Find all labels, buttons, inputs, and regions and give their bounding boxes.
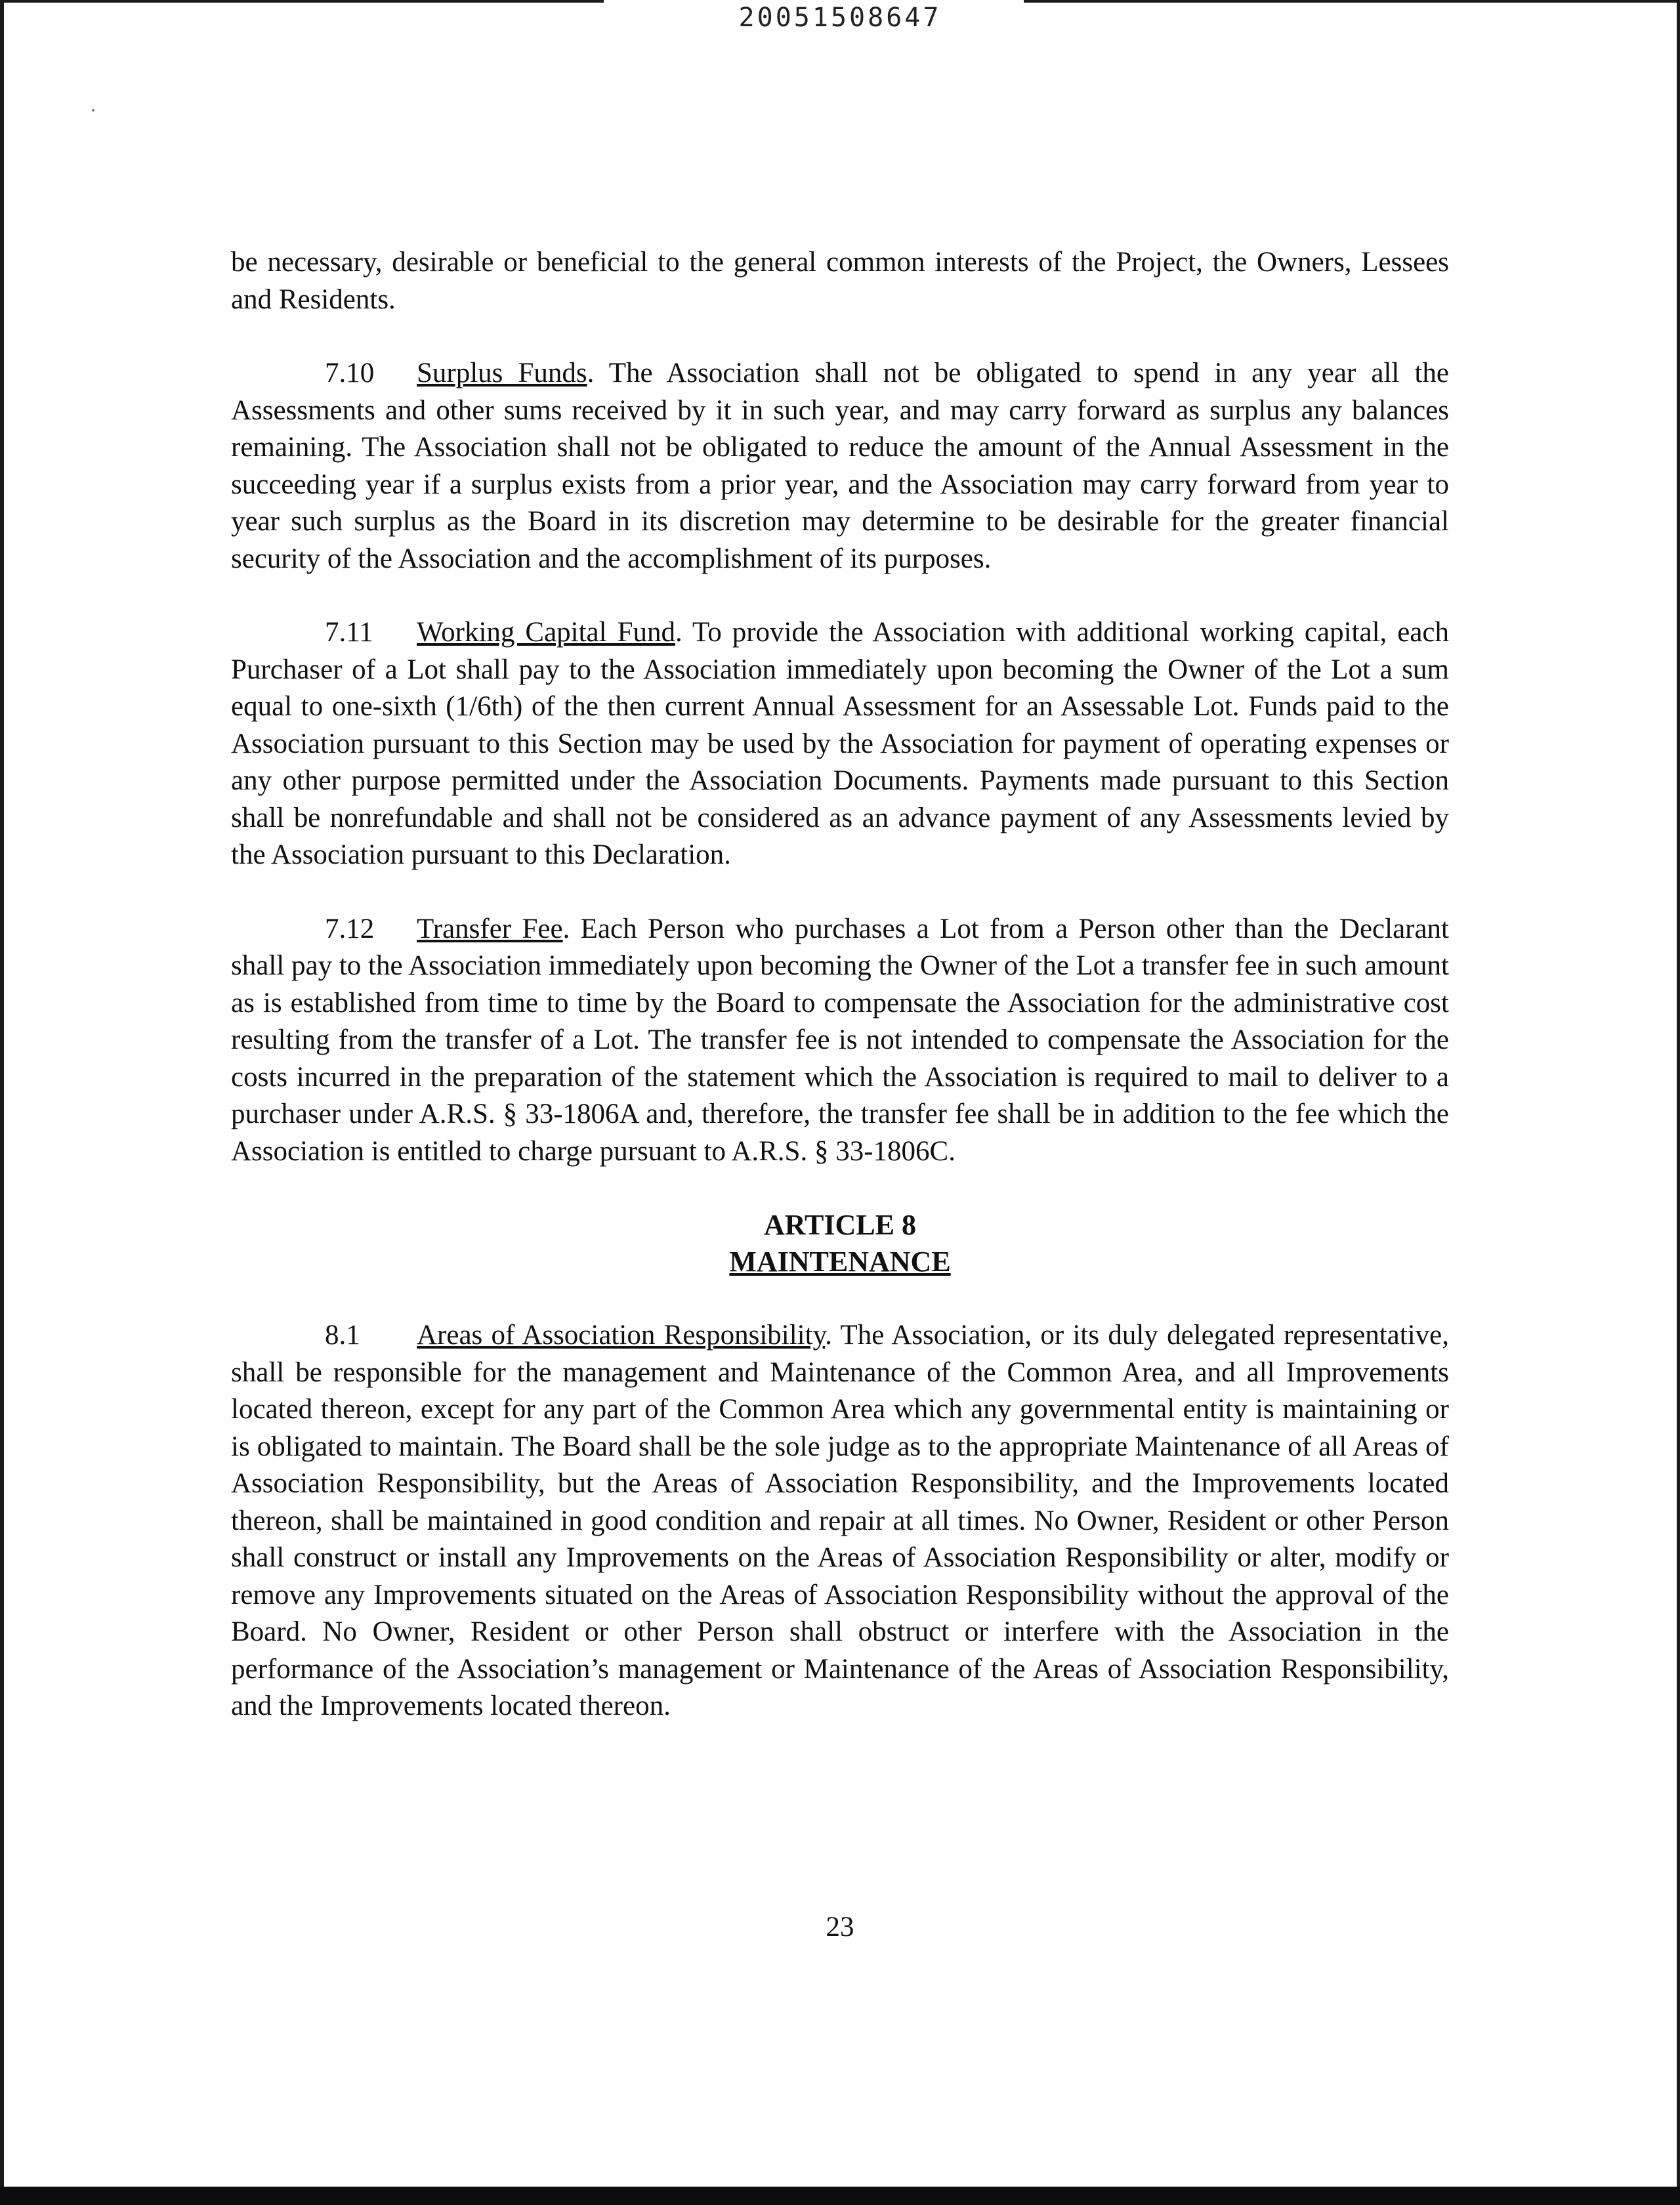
section-number: 7.12 (325, 913, 375, 944)
section-text: . To provide the Association with additional working capital, each Purchaser of a Lot shall pay to the Association immediately upon becoming the Owner of the Lot a sum equal to one-sixth (1/6th) of the then current Annual Assessment for an Assessable Lot. Funds paid to the Association pursuant to this Section may be used by the Association for payment of operating expenses or any other purpose permitted under the Association Documents. Payments made pursuant to this Section shall be nonrefundable and shall not be considered as an advance payment of any Assessments levied by the Association pursuant to this Declaration. (231, 617, 1450, 870)
section-text: . Each Person who purchases a Lot from a Person other than the Declarant shall pay to the Association immediately upon becoming the Owner of the Lot a transfer fee in such amount as is established from time to time by the Board to compensate the Association for the administrative cost resulting from the transfer of a Lot. The transfer fee is not intended to compensate the Association for the costs incurred in the preparation of the statement which the Association is required to mail to deliver to a purchaser under A.R.S. § 33-1806A and, therefore, the transfer fee shall be in addition to the fee which the Association is entitled to charge pursuant to A.R.S. § 33-1806C. (231, 913, 1450, 1167)
section-7-12 (231, 911, 1449, 1171)
section-title: Areas of Association Responsibility (417, 1320, 826, 1351)
section-7-11 (231, 614, 1449, 874)
section-7-10 (231, 355, 1449, 578)
section-8-1 (231, 1317, 1449, 1725)
section-number: 7.11 (325, 617, 373, 648)
section-text: . The Association shall not be obligated to spend in any year all the Assessments and other sums received by it in such year, and may carry forward as surplus any balances remaining. The Association shall not be obligated to reduce the amount of the Annual Assessment in the succeeding year if a surplus exists from a prior year, and the Association may carry forward from year to year such surplus as the Board in its discretion may determine to be desirable for the greater financial security of the Association and the accomplishment of its purposes. (231, 358, 1449, 574)
section-title: Working Capital Fund (417, 617, 675, 648)
scan-edge-right (1677, 0, 1680, 2205)
scan-edge-left (0, 0, 4, 2205)
article-title: MAINTENANCE (729, 1246, 951, 1278)
section-text: . The Association, or its duly delegated representative, shall be responsible for the management and Maintenance of the Common Area, and all Improvements located thereon, except for any part of the Common Area which any governmental entity is maintaining or is obligated to maintain. The Board shall be the sole judge as to the appropriate Maintenance of all Areas of Association Responsibility, but the Areas of Association Responsibility, and the Improvements located thereon, shall be maintained in good condition and repair at all times. No Owner, Resident or other Person shall construct or install any Improvements on the Areas of Association Responsibility or alter, modify or remove any Improvements situated on the Areas of Association Responsibility without the approval of the Board. No Owner, Resident or other Person shall obstruct or interfere with the Association in the performance of the Association’s management or Maintenance of the Areas of Association Responsibility, and the Improvements located thereon. (231, 1320, 1449, 1721)
document-body (231, 244, 1449, 1725)
page-number: 23 (826, 1912, 854, 1942)
section-number: 7.10 (325, 358, 375, 388)
scan-speck (92, 109, 94, 112)
section-title: Surplus Funds (417, 358, 587, 388)
article-label: ARTICLE 8 (764, 1209, 916, 1241)
intro-paragraph: be necessary, desirable or beneficial to the general common interests of the Project, the Owners, Lessees and Residents. (231, 247, 1449, 315)
article-heading (231, 1207, 1449, 1280)
section-number: 8.1 (325, 1320, 360, 1351)
scan-edge-bottom (0, 2187, 1680, 2205)
section-title: Transfer Fee (417, 913, 563, 944)
document-id: 20051508647 (738, 3, 942, 33)
